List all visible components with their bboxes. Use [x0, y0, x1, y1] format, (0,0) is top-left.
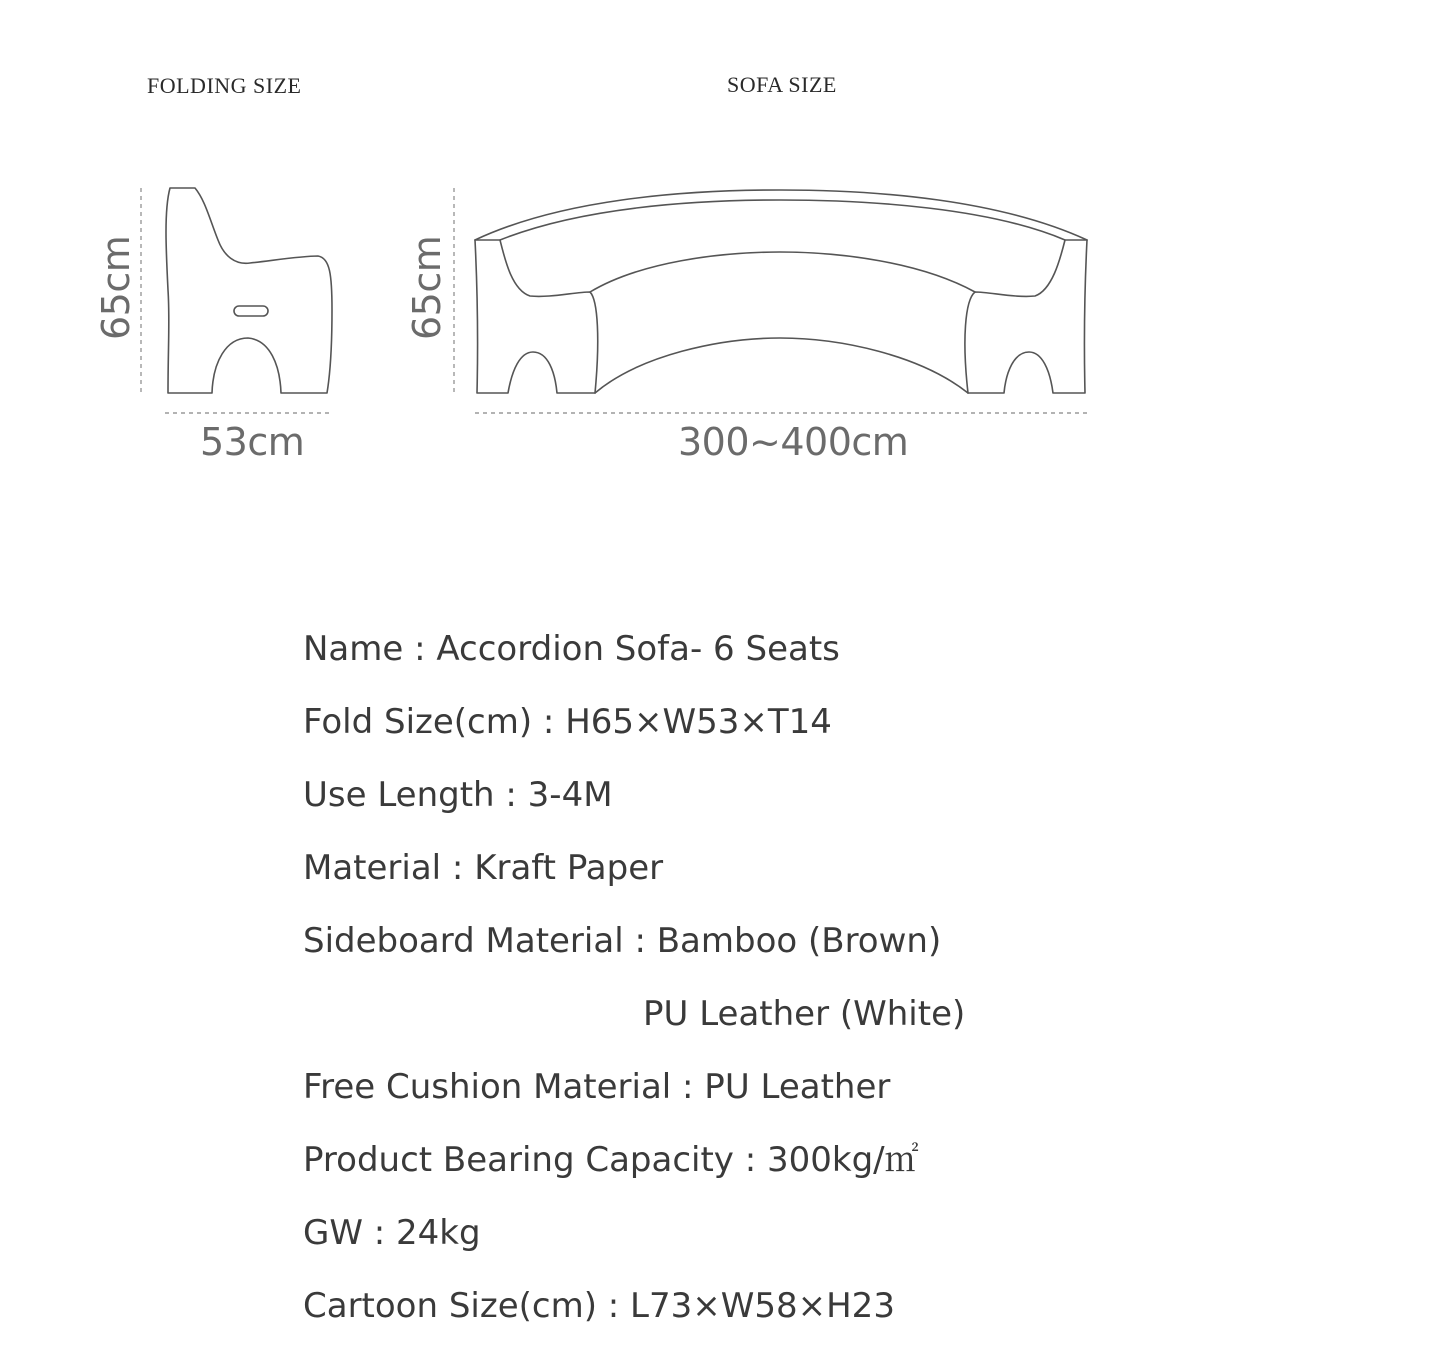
- spec-carton-size: Cartoon Size(cm) : L73×W58×H23: [303, 1286, 895, 1326]
- spec-material: Material : Kraft Paper: [303, 848, 664, 888]
- sofa-outline: [475, 190, 1087, 393]
- folding-height-label: 65cm: [94, 235, 138, 340]
- folding-size-title: FOLDING SIZE: [147, 73, 302, 98]
- spec-sideboard-material: Sideboard Material : Bamboo (Brown): [303, 921, 942, 961]
- sofa-width-label: 300~400cm: [678, 420, 909, 464]
- spec-sideboard-material-alt: PU Leather (White): [643, 994, 966, 1034]
- folding-width-label: 53cm: [200, 420, 305, 464]
- spec-use-length: Use Length : 3-4M: [303, 775, 613, 815]
- sofa-size-title: SOFA SIZE: [727, 72, 837, 97]
- spec-cushion-material: Free Cushion Material : PU Leather: [303, 1067, 891, 1107]
- spec-list: [303, 622, 965, 1352]
- handle-slot: [234, 306, 268, 316]
- sofa-height-label: 65cm: [405, 235, 449, 340]
- spec-fold-size: Fold Size(cm) : H65×W53×T14: [303, 702, 832, 742]
- spec-gross-weight: GW : 24kg: [303, 1213, 481, 1253]
- spec-name: Name : Accordion Sofa- 6 Seats: [303, 629, 840, 669]
- spec-bearing-capacity: Product Bearing Capacity : 300kg/㎡: [303, 1140, 919, 1180]
- folded-chair-outline: [166, 188, 332, 393]
